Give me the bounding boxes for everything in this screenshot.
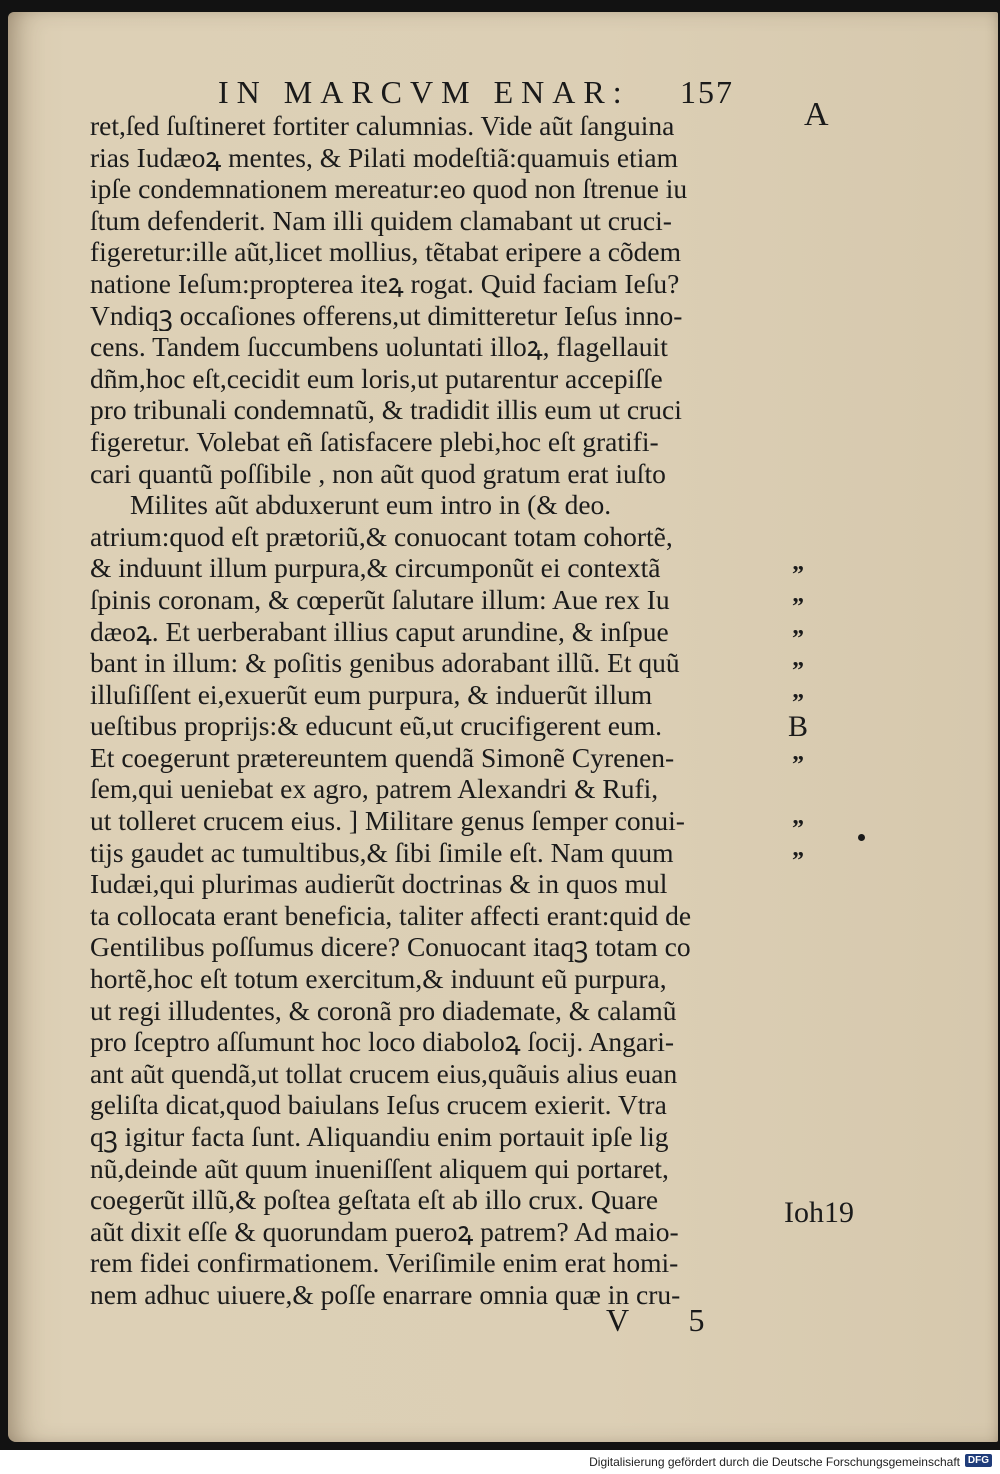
text-line: cari quantũ poſſibile , non aũt quod gratum erat iuſto — [90, 457, 666, 489]
running-head-title: IN MARCVM ENAR: — [218, 74, 630, 110]
ink-blot — [858, 834, 865, 841]
text-line: ſtum defenderit. Nam illi quidem clamabant ut cruci- — [90, 204, 672, 236]
margin-quote-mark: ” — [792, 658, 802, 684]
margin-quote-mark: ” — [792, 594, 802, 620]
text-line: dñm,hoc eſt,cecidit eum loris,ut putarentur accepiſſe — [90, 362, 663, 394]
body-text — [90, 110, 800, 1311]
text-line: dæoꝝ. Et uerberabant illius caput arundine, & inſpue — [90, 615, 669, 647]
margin-quote-mark: ” — [792, 626, 802, 652]
text-line: ut tolleret crucem eius. ] Militare genus ſemper conui- — [90, 805, 685, 837]
book-page — [8, 12, 998, 1442]
text-line: ſem,qui ueniebat ex agro, patrem Alexandri & Rufi, — [90, 773, 659, 805]
text-line: ueſtibus proprijs:& educunt eũ,ut crucifigerent eum. — [90, 710, 662, 742]
margin-letter-a: A — [804, 96, 829, 133]
text-line: figeretur:ille aũt,licet mollius, tẽtabat eripere a cõdem — [90, 236, 681, 268]
text-line: nem adhuc uiuere,& poſſe enarrare omnia quæ in cru- — [90, 1278, 681, 1310]
text-line: rem fidei confirmationem. Veriſimile enim erat homi- — [90, 1247, 679, 1279]
text-line: Gentilibus poſſumus dicere? Conuocant itaqꝫ totam co — [90, 931, 691, 963]
text-line: & induunt illum purpura,& circumponũt ei contextã — [90, 552, 661, 584]
text-line: aũt dixit eſſe & quorundam pueroꝝ patrem? Ad maio- — [90, 1215, 679, 1247]
text-line: ta collocata erant beneficia, taliter affecti erant:quid de — [90, 899, 692, 931]
text-line: coegerũt illũ,& poſtea geſtata eſt ab illo crux. Quare — [90, 1184, 659, 1216]
text-line: Vndiqꝫ occaſiones offerens,ut dimitteretur Ieſus inno- — [90, 299, 683, 331]
text-line: ut regi illudentes, & coronã pro diademate, & calamũ — [90, 994, 677, 1026]
text-line: qꝫ igitur facta ſunt. Aliquandiu enim portauit ipſe lig — [90, 1121, 669, 1152]
text-line: pro ſceptro aſſumunt hoc loco diaboloꝝ ſocij. Angari- — [90, 1026, 675, 1058]
text-line: rias Iudæoꝝ mentes, & Pilati modeſtiã:quamuis etiam — [90, 141, 678, 173]
text-line: hortẽ,hoc eſt totum exercitum,& induunt eũ purpura, — [90, 963, 667, 995]
margin-reference: Ioh19 — [784, 1196, 854, 1229]
running-head — [218, 74, 778, 111]
margin-quote-mark: ” — [792, 752, 802, 778]
text-line: bant in illum: & poſitis genibus adorabant illũ. Et quũ — [90, 647, 680, 679]
text-line: Iudæi,qui plurimas audierũt doctrinas & in quos mul — [90, 868, 668, 900]
text-line: Et coegerunt prætereuntem quendã Simonẽ Cyrenen- — [90, 741, 675, 773]
text-line: Milites aũt abduxerunt eum intro in (& deo. — [130, 489, 612, 521]
signature-mark: V 5 — [606, 1302, 731, 1338]
text-line: tijs gaudet ac tumultibus,& ſibi ſimile eſt. Nam quum — [90, 836, 674, 868]
text-line: ſpinis coronam, & cœperũt ſalutare illum: Aue rex Iu — [90, 583, 670, 615]
text-line: nũ,deinde aũt quum inueniſſent aliquem qui portaret, — [90, 1152, 669, 1184]
margin-quote-mark: ” — [792, 562, 802, 588]
folio-number: 157 — [680, 74, 734, 110]
text-line: pro tribunali condemnatũ, & tradidit illis eum ut cruci — [90, 394, 682, 426]
text-line: cens. Tandem ſuccumbens uoluntati illoꝝ, flagellauit — [90, 331, 668, 363]
margin-quote-mark: ” — [792, 816, 802, 842]
footer-bar — [0, 1452, 1000, 1474]
text-line: atrium:quod eſt prætoriũ,& conuocant totam cohortẽ, — [90, 520, 673, 552]
text-line: natione Ieſum:propterea iteꝝ rogat. Quid faciam Ieſu? — [90, 267, 680, 299]
footer-credit: Digitalisierung gefördert durch die Deutsche Forschungsgemeinschaft — [589, 1455, 960, 1469]
text-line: figeretur. Volebat eñ ſatisfacere plebi,hoc eſt gratifi- — [90, 425, 659, 457]
margin-letter-b: B — [788, 710, 809, 743]
dfg-logo: DFG — [965, 1454, 992, 1467]
text-line: ant aũt quendã,ut tollat crucem eius,quãuis alius euan — [90, 1057, 678, 1089]
margin-quote-mark: ” — [792, 848, 802, 874]
margin-quote-mark: ” — [792, 690, 802, 716]
text-line: geliſta dicat,quod baiulans Ieſus crucem exierit. Vtra — [90, 1089, 667, 1121]
text-line: illuſiſſent ei,exuerũt eum purpura, & induerũt illum — [90, 678, 653, 710]
text-line: ret,ſed ſuſtineret fortiter calumnias. Vide aũt ſanguina — [90, 110, 675, 141]
text-line: ipſe condemnationem mereatur:eo quod non ſtrenue iu — [90, 173, 688, 205]
